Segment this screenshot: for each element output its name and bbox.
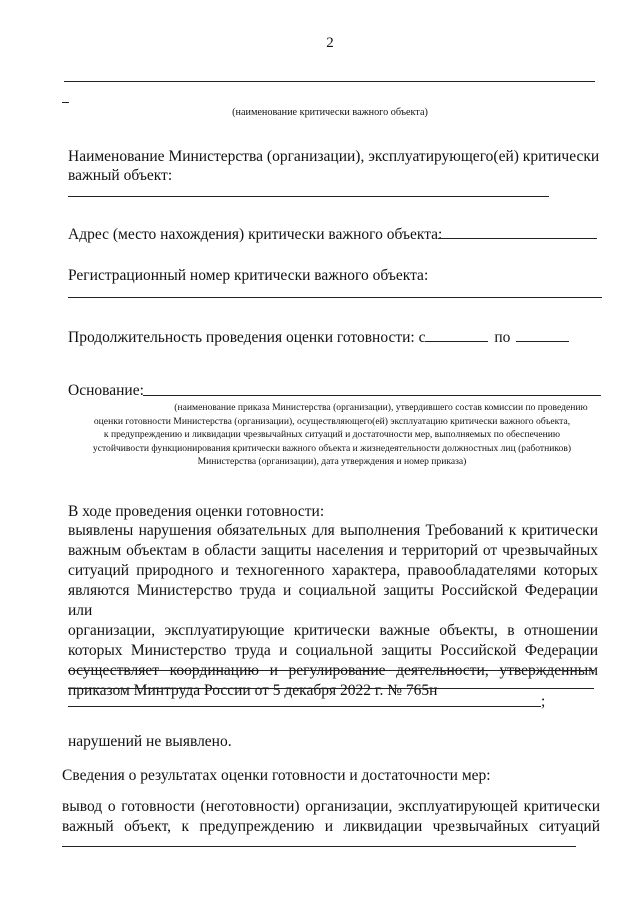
- conclusion-line: вывод о готовности (неготовности) организации, эксплуатирующей критически: [62, 798, 600, 815]
- violation-line-2: [68, 688, 594, 689]
- reg-number-label: Регистрационный номер критически важного объекта:: [68, 267, 429, 284]
- assessment-line: которых Министерство труда и социальной защиты Российской Федерации: [68, 642, 598, 659]
- assessment-line: являются Министерство труда и социальной защиты Российской Федерации или: [68, 582, 598, 619]
- basis-label: Основание:: [68, 382, 144, 399]
- assessment-line: организации, эксплуатирующие критически важные объекты, в отношении: [68, 622, 598, 639]
- duration-from-line: [425, 328, 488, 342]
- results-heading: Сведения о результатах оценки готовности и достаточности мер:: [62, 767, 491, 784]
- assessment-line: ситуаций природного и техногенного характера, правообладателями которых: [68, 562, 598, 579]
- assessment-text: [68, 521, 598, 701]
- duration-to-line: [516, 328, 569, 342]
- assessment-line: важным объектам в области защиты населения и территорий от чрезвычайных: [68, 542, 598, 559]
- assessment-intro: В ходе проведения оценки готовности:: [68, 503, 325, 520]
- duration-label: Продолжительность проведения оценки готовности: с: [68, 329, 426, 346]
- object-name-line: [64, 81, 595, 82]
- dash-mark: [62, 102, 69, 103]
- violation-line-3: [68, 706, 541, 707]
- conclusion-line: важный объект, к предупреждению и ликвидации чрезвычайных ситуаций: [62, 818, 600, 835]
- address-label: Адрес (место нахождения) критически важного объекта:: [68, 226, 443, 243]
- basis-caption: (наименование приказа Министерства (организации), утвердившего состав комиссии по проведению оценки готовности Министерства (организации), осуществляющего(ей) эксплуатацию критически важного объекта, к предупреждению и ликвидации чрезвычайных ситуаций и достаточности мер, выполняемых по обеспечению устойчивости функционирования критически важного объекта и жизнедеятельности должностных лиц (работников) Министерства (организации), дата утверждения и номер приказа): [92, 402, 588, 468]
- assessment-last-line: приказом Минтруда России от 5 декабря 2022 г. № 765н: [68, 682, 438, 699]
- ministry-label-1: Наименование Министерства (организации), эксплуатирующего(ей) критически: [68, 148, 600, 165]
- reg-number-line: [68, 297, 602, 298]
- no-violations: нарушений не выявлено.: [68, 733, 232, 750]
- assessment-line: осуществляет координацию и регулирование деятельности, утвержденным: [68, 662, 598, 679]
- assessment-line: выявлены нарушения обязательных для выполнения Требований к критически: [68, 522, 598, 539]
- duration-row: [68, 328, 569, 348]
- address-line: [438, 238, 597, 239]
- conclusion-text: [62, 797, 600, 837]
- violation-line-1: [68, 670, 594, 671]
- ministry-label-2: важный объект:: [68, 167, 173, 184]
- semicolon: ;: [541, 693, 546, 710]
- object-caption: (наименование критически важного объекта): [232, 107, 428, 118]
- page-number: 2: [326, 35, 334, 51]
- ministry-line: [68, 196, 549, 197]
- duration-to-label: по: [494, 329, 511, 346]
- conclusion-line-blank: [62, 846, 576, 847]
- basis-line: [143, 395, 601, 396]
